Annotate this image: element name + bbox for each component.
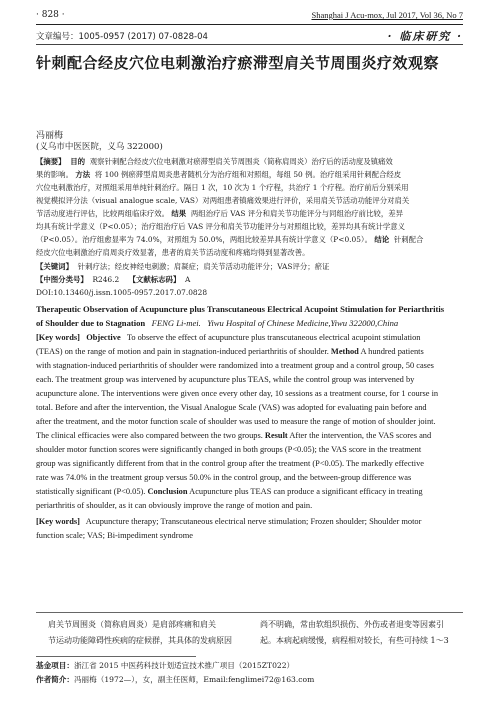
- journal-citation: Shanghai J Acu-mox, Jul 2017, Vol 36, No 7: [311, 10, 463, 20]
- keywords-cn: [36, 261, 463, 274]
- funding-note: [36, 660, 294, 671]
- abstract-en-line: [36, 345, 463, 360]
- abstract-en-line: [36, 485, 463, 500]
- english-author: FENG Li-mei.: [151, 318, 201, 328]
- article-title: 针刺配合经皮穴位电刺激治疗瘀滞型肩关节周围炎疗效观察: [36, 54, 440, 72]
- abstract-cn-line: [36, 208, 463, 221]
- clc-label: 【中图分类号】: [36, 275, 88, 284]
- keywords-en-line: function scale; VAS; Bi-impediment syndrome: [36, 531, 193, 540]
- section-label: · 临床研究 ·: [387, 30, 463, 43]
- abstract-en-line: acupuncture alone. The interventions were given once every other day, 10 sessions as a treatment course, for 1 course in: [36, 389, 439, 398]
- abstract-en-line: after the treatment, and the motor function scale of shoulder was used to measure the range of motion of shoulder joint.: [36, 417, 436, 426]
- english-affiliation: Yiwu Hospital of Chinese Medicine,Yiwu 322000,China: [207, 318, 399, 328]
- abstract-en-text: To observe the effect of acupuncture plus transcutaneous electrical acupoint stimulation: [126, 333, 421, 342]
- abstract-en-text: statistically significant (P<0.05).: [36, 487, 146, 496]
- author-note: [36, 674, 314, 685]
- doi: DOI:10.13460/j.issn.1005-0957.2017.07.0828: [36, 288, 208, 297]
- method-label-en: Method: [330, 347, 359, 356]
- doc-code-value: A: [185, 275, 191, 284]
- english-title-text: of Shoulder due to Stagnation: [36, 318, 146, 328]
- header-rule: [36, 24, 463, 25]
- keywords-cn-text: 针刺疗法；经皮神经电刺激；肩凝症；肩关节活动功能评分；VAS评分；瘀证: [77, 262, 330, 271]
- abstract-en-text: A hundred patients: [360, 347, 424, 356]
- classification: [36, 274, 463, 287]
- abstract-cn-line: [36, 234, 463, 247]
- objective-label-en: Objective: [86, 333, 121, 342]
- abstract-cn-line: 视觉模拟评分法（visual analogue scale, VAS）对两组患者镇痛效果进行评价，采用肩关节活动功能评分对肩关: [36, 196, 410, 205]
- keywords-cn-label: 【关键词】: [36, 262, 73, 271]
- body-column-left: [48, 617, 243, 649]
- body-line: 起。本病起病缓慢，病程相对较长，有些可持续 1～3: [260, 636, 449, 645]
- english-title-line: Therapeutic Observation of Acupuncture plus Transcutaneous Electrical Acupoint Stimulation for Periarthritis: [36, 304, 445, 314]
- body-column-right: [260, 617, 465, 649]
- abstract-en-line: with stagnation-induced periarthritis of shoulder were randomized into a treatment group and a control group, 50 cases: [36, 361, 434, 370]
- english-title-line: [36, 316, 463, 330]
- page-number: · 828 ·: [36, 10, 65, 20]
- keywords-en-label: [Key words]: [36, 333, 80, 342]
- abstract-cn-line: 经皮穴位电刺激治疗肩周炎疗效显著，患者的肩关节活动度和疼痛均得到显著改善。: [36, 248, 310, 257]
- method-label-cn: 方法: [75, 170, 91, 179]
- footnote-rule: [36, 656, 196, 657]
- abstract-cn-line: 穴位电刺激治疗，对照组采用单纯针刺治疗。隔日 1 次，10 次为 1 个疗程，共治疗 1 个疗程。治疗前后分别采用: [36, 183, 409, 192]
- author-affiliation: (义乌市中医医院，义乌 322000): [36, 142, 163, 152]
- abstract-text: 观察针刺配合经皮穴位电刺激对瘀滞型肩关节周围炎（简称肩周炎）治疗后的活动度及镇痛效: [89, 157, 393, 166]
- abstract-text: 节活动度进行评估，比较两组临床疗效。: [36, 209, 170, 218]
- body-line: 尚不明确，常由软组织损伤、外伤或者退变等因素引: [260, 620, 444, 629]
- abstract-text: 针刺配合: [393, 235, 424, 244]
- abstract-en-line: [36, 331, 463, 346]
- keywords-en-label: [Key words]: [36, 517, 80, 526]
- article-number: 文章编号：1005-0957 (2017) 07-0828-04: [36, 32, 208, 42]
- author-note-text: 冯丽梅（1972—），女，副主任医师，Email:fenglimei72@163.com: [73, 675, 315, 684]
- abstract-cn-line: 均具有统计学意义（P<0.05）；治疗组治疗后 VAS 评分和肩关节功能评分与对照组比较，差异均具有统计学意义: [36, 222, 406, 231]
- abstract-en-text: Acupuncture plus TEAS can produce a significant efficacy in treating: [189, 487, 423, 496]
- abstract-en-text: (TEAS) on the range of motion and pain in stagnation-induced periarthritis of shoulder.: [36, 347, 329, 356]
- abstract-cn-line: [36, 156, 463, 169]
- conclusion-label-cn: 结论: [374, 235, 390, 244]
- clc-value: R246.2: [92, 275, 120, 284]
- abstract-divider: [36, 612, 463, 613]
- funding-label: 基金项目：: [36, 661, 74, 670]
- section-rule: [36, 44, 463, 45]
- abstract-text: 果的影响。: [36, 170, 73, 179]
- body-line: 肩关节周围炎（简称肩周炎）是肩部疼痛和肩关: [48, 620, 216, 629]
- abstract-cn-line: [36, 169, 463, 182]
- abstract-en-text: After the intervention, the VAS scores and: [289, 431, 432, 440]
- author-name: 冯丽梅: [36, 131, 64, 141]
- abstract-en-line: periarthritis of shoulder, as it can obviously improve the range of motion and pain.: [36, 501, 313, 510]
- doc-code-label: 【文献标志码】: [128, 275, 181, 284]
- objective-label-cn: 目的: [70, 157, 86, 166]
- abstract-label: 【摘要】: [36, 157, 66, 166]
- funding-text: 浙江省 2015 中医药科技计划适宜技术推广项目（2015ZT022）: [73, 661, 295, 670]
- abstract-en-text: The clinical efficacies were also compared between the two groups.: [36, 431, 263, 440]
- result-label-en: Result: [264, 431, 288, 440]
- abstract-text: 将 100 例瘀滞型肩周炎患者随机分为治疗组和对照组，每组 50 例。治疗组采用针刺配合经皮: [94, 170, 402, 179]
- body-line: 节运动功能障碍性疾病的症候群，其具体的发病原因: [48, 636, 232, 645]
- abstract-text: （P<0.05）。治疗组愈显率为 74.0%，对照组为 50.0%，两组比较差异具有统计学意义（P<0.05）。: [36, 235, 373, 244]
- abstract-en-line: rate was 74.0% in the treatment group versus 50.0% in the control group, and the between-group difference was: [36, 473, 412, 482]
- result-label-cn: 结果: [171, 209, 187, 218]
- abstract-en-line: shoulder motor function scores were significantly changed in both groups (P<0.05); the VAS score in the treatment: [36, 445, 422, 454]
- author-note-label: 作者简介：: [36, 675, 74, 684]
- abstract-en-line: total. Before and after the intervention, the Visual Analogue Scale (VAS) was adopted for evaluating pain before and: [36, 403, 427, 412]
- conclusion-label-en: Conclusion: [147, 487, 188, 496]
- abstract-en-line: each. The treatment group was intervened by acupuncture plus TEAS, while the control group was intervened by: [36, 375, 415, 384]
- keywords-en-text: Acupuncture therapy; Transcutaneous electrical nerve stimulation; Frozen shoulder; Shoulder motor: [85, 517, 422, 526]
- abstract-text: 两组治疗后 VAS 评分和肩关节功能评分与同组治疗前比较，差异: [190, 209, 403, 218]
- abstract-en-line: [36, 429, 463, 444]
- keywords-en: [36, 515, 463, 530]
- abstract-en-line: group was significantly different from that in the control group after the treatment (P<0.05). The markedly effective: [36, 459, 424, 468]
